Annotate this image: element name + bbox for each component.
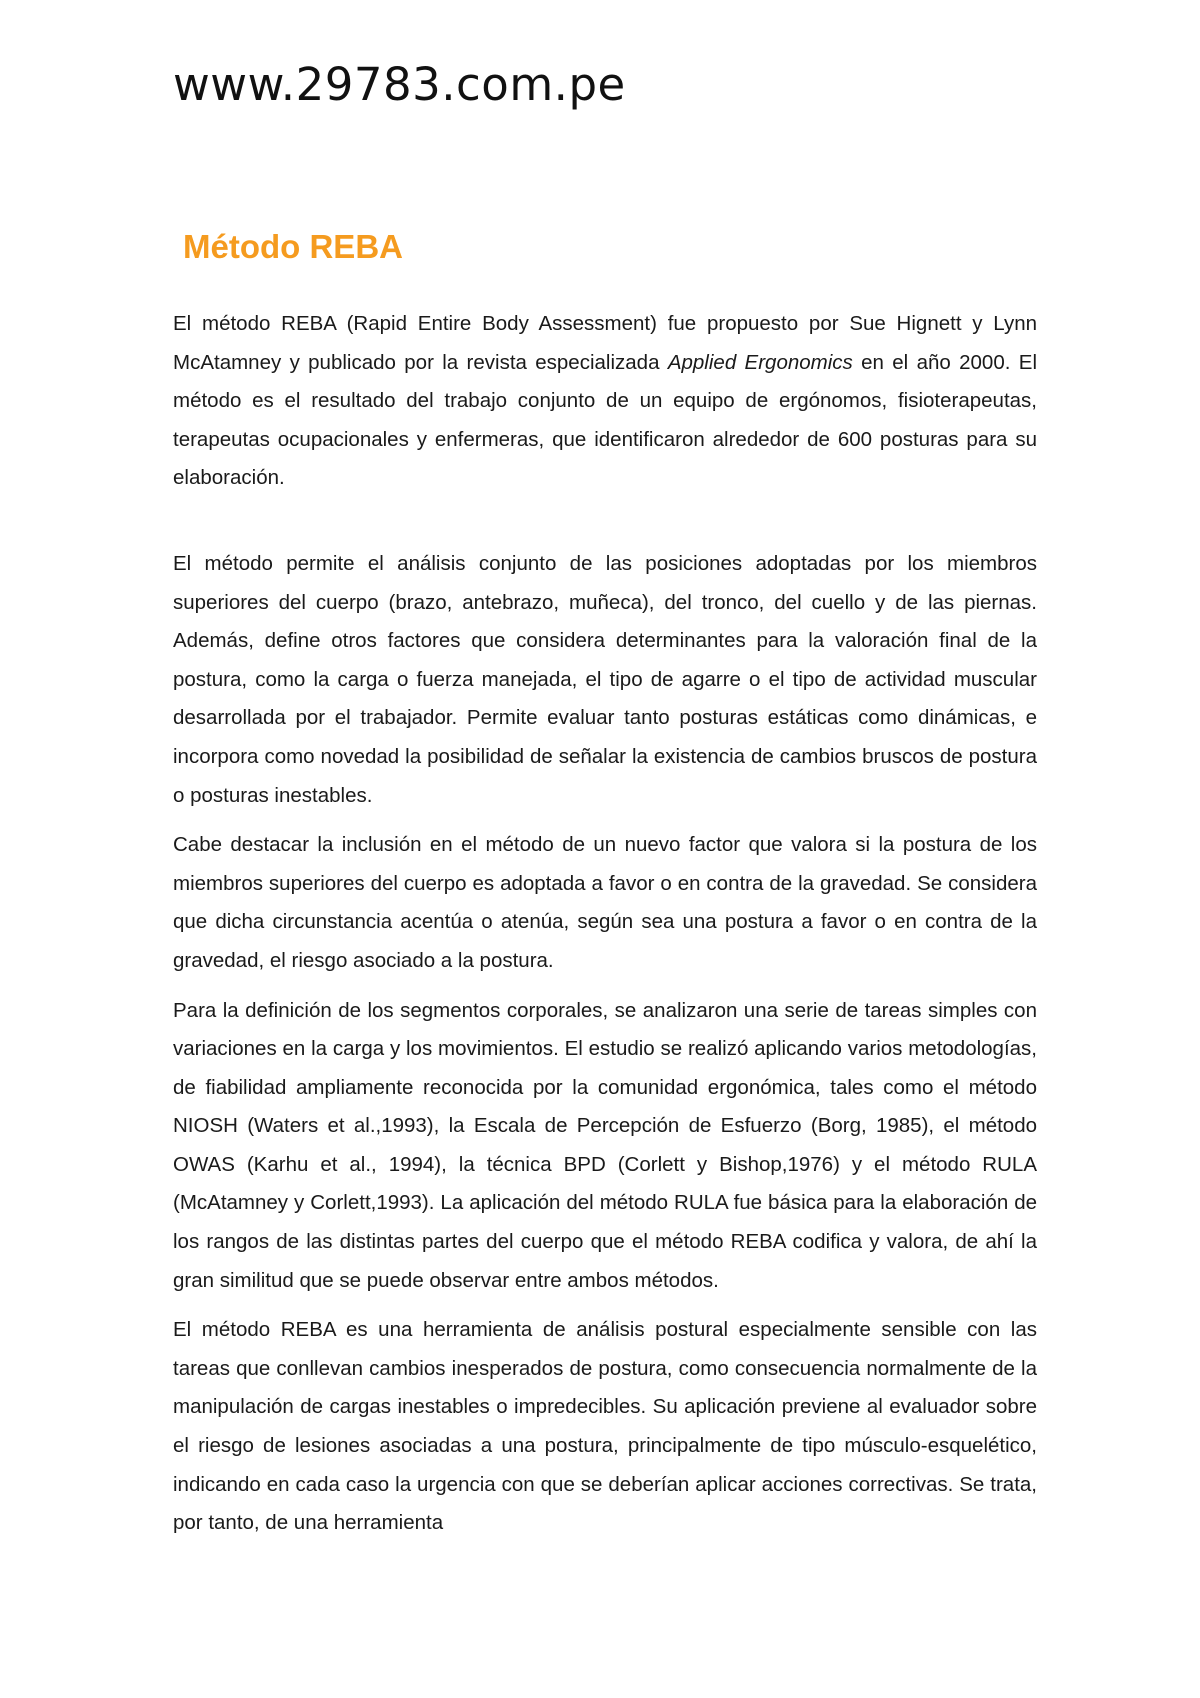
paragraph-tool: El método REBA es una herramienta de análisis postural especialmente sensible con las tareas que conllevan cambios inesperados de postura, como consecuencia normalmente de la manipulación de cargas inestables o impredecibles. Su aplicación previene al evaluador sobre el riesgo de lesiones asociadas a una postura, principalmente de tipo músculo-esquelético, indicando en cada caso la urgencia con que se deberían aplicar acciones correctivas. Se trata, por tanto, de una herramienta xyxy=(173,1318,1037,1535)
paragraph-gravity: Cabe destacar la inclusión en el método de un nuevo factor que valora si la postura de los miembros superiores del cuerpo es adoptada a favor o en contra de la gravedad. Se considera que dicha circunstancia acentúa o atenúa, según sea una postura a favor o en contra de la gravedad, el riesgo asociado a la postura. xyxy=(173,833,1037,972)
paragraph-intro-text: El método REBA (Rapid Entire Body Assessment) fue propuesto por Sue Hignett y Lynn McAtamney y publicado por la revista especializada xyxy=(173,312,1037,374)
paragraph-analysis: El método permite el análisis conjunto de las posiciones adoptadas por los miembros superiores del cuerpo (brazo, antebrazo, muñeca), del tronco, del cuello y de las piernas. Además, define otros factores que considera determinantes para la valoración final de la postura, como la carga o fuerza manejada, el tipo de agarre o el tipo de actividad muscular desarrollada por el trabajador. Permite evaluar tanto posturas estáticas como dinámicas, e incorpora como novedad la posibilidad de señalar la existencia de cambios bruscos de postura o posturas inestables. xyxy=(173,551,1037,807)
journal-name: Applied Ergonomics xyxy=(667,350,853,374)
paragraph-intro-text-end: en el año 2000. El método es el resultado del trabajo conjunto de un equipo de ergónomos, fisioterapeutas, terapeutas ocupacionales y enfermeras, que identificaron alrededor de 600 posturas para su elaboración. xyxy=(173,350,1037,490)
paragraph-segments: Para la definición de los segmentos corporales, se analizaron una serie de tareas simples con variaciones en la carga y los movimientos. El estudio se realizó aplicando varios metodologías, de fiabilidad ampliamente reconocida por la comunidad ergonómica, tales como el método NIOSH (Waters et al.,1993), la Escala de Percepción de Esfuerzo (Borg, 1985), el método OWAS (Karhu et al., 1994), la técnica BPD (Corlett y Bishop,1976) y el método RULA (McAtamney y Corlett,1993). La aplicación del método RULA fue básica para la elaboración de los rangos de las distintas partes del cuerpo que el método REBA codifica y valora, de ahí la gran similitud que se puede observar entre ambos métodos. xyxy=(173,998,1037,1292)
paragraph-intro xyxy=(173,305,1037,498)
document-title: Método REBA xyxy=(183,228,403,265)
site-url: www.29783.com.pe xyxy=(173,58,626,111)
document-body xyxy=(173,305,1037,1554)
